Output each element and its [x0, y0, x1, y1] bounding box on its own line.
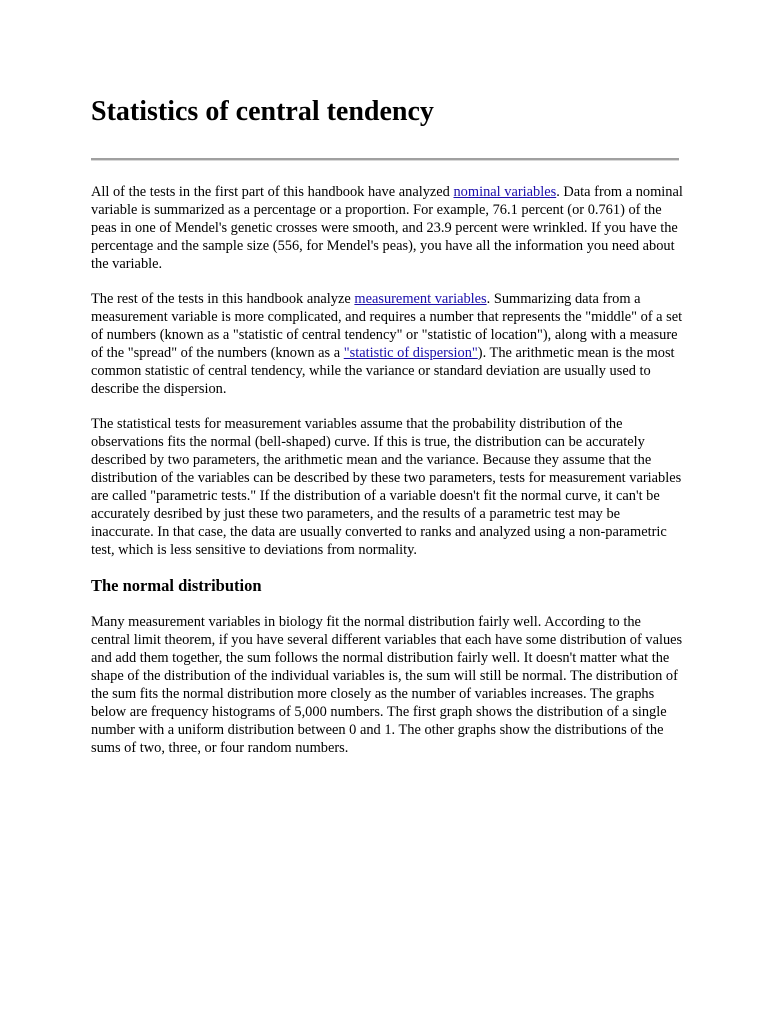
measurement-variables-link[interactable]: measurement variables: [354, 291, 487, 307]
normal-distribution-paragraph: Many measurement variables in biology fit the normal distribution fairly well. According to the central limit theorem, if you have several different variables that each have some distribution of values and add them together, the sum follows the normal distribution fairly well. It doesn't matter what the shape of the distribution of the individual variables is, the sum will still be normal. The distribution of the sum fits the normal distribution more closely as the number of variables increases. The graphs below are frequency histograms of 5,000 numbers. The first graph shows the distribution of a single number with a uniform distribution between 0 and 1. The other graphs show the distributions of the sums of two, three, or four random numbers.: [91, 614, 683, 756]
paragraph-text: . Summarizing data from a measurement variable is more complicated, and requires a number that represents the "middle" of a set of numbers (known as a "statistic of central tendency" or "statistic of location"), along with a measure of the "spread" of the numbers (known as a: [91, 291, 683, 361]
paragraph-text: ). The arithmetic mean is the most common statistic of central tendency, while the variance or standard deviation are usually used to describe the dispersion.: [91, 345, 675, 397]
intro-paragraph: [91, 183, 683, 273]
horizontal-rule: [91, 158, 679, 161]
section-heading: The normal distribution: [91, 576, 262, 595]
statistic-of-dispersion-link[interactable]: "statistic of dispersion": [343, 345, 478, 361]
paragraph-text: The rest of the tests in this handbook analyze: [91, 291, 355, 307]
nominal-variables-link[interactable]: nominal variables: [453, 184, 557, 200]
parametric-tests-paragraph: The statistical tests for measurement variables assume that the probability distribution of the observations fits the normal (bell-shaped) curve. If this is true, the distribution can be accurately described by two parameters, the arithmetic mean and the variance. Because they assume that the distribution of the variables can be described by these two parameters, tests for measurement variables are called "parametric tests." If the distribution of a variable doesn't fit the normal curve, it can't be accurately desribed by just these two parameters, and the results of a parametric test may be inaccurate. In that case, the data are usually converted to ranks and analyzed using a non-parametric test, which is less sensitive to deviations from normality.: [91, 416, 682, 558]
page-title: Statistics of central tendency: [91, 96, 434, 127]
measurement-paragraph: [91, 290, 683, 398]
paragraph-text: All of the tests in the first part of this handbook have analyzed: [91, 184, 454, 200]
paragraph-text: . Data from a nominal variable is summarized as a percentage or a proportion. For example, 76.1 percent (or 0.761) of the peas in one of Mendel's genetic crosses were smooth, and 23.9 percent were wrinkled. If you have the percentage and the sample size (556, for Mendel's peas), you have all the information you need about the variable.: [91, 184, 683, 272]
